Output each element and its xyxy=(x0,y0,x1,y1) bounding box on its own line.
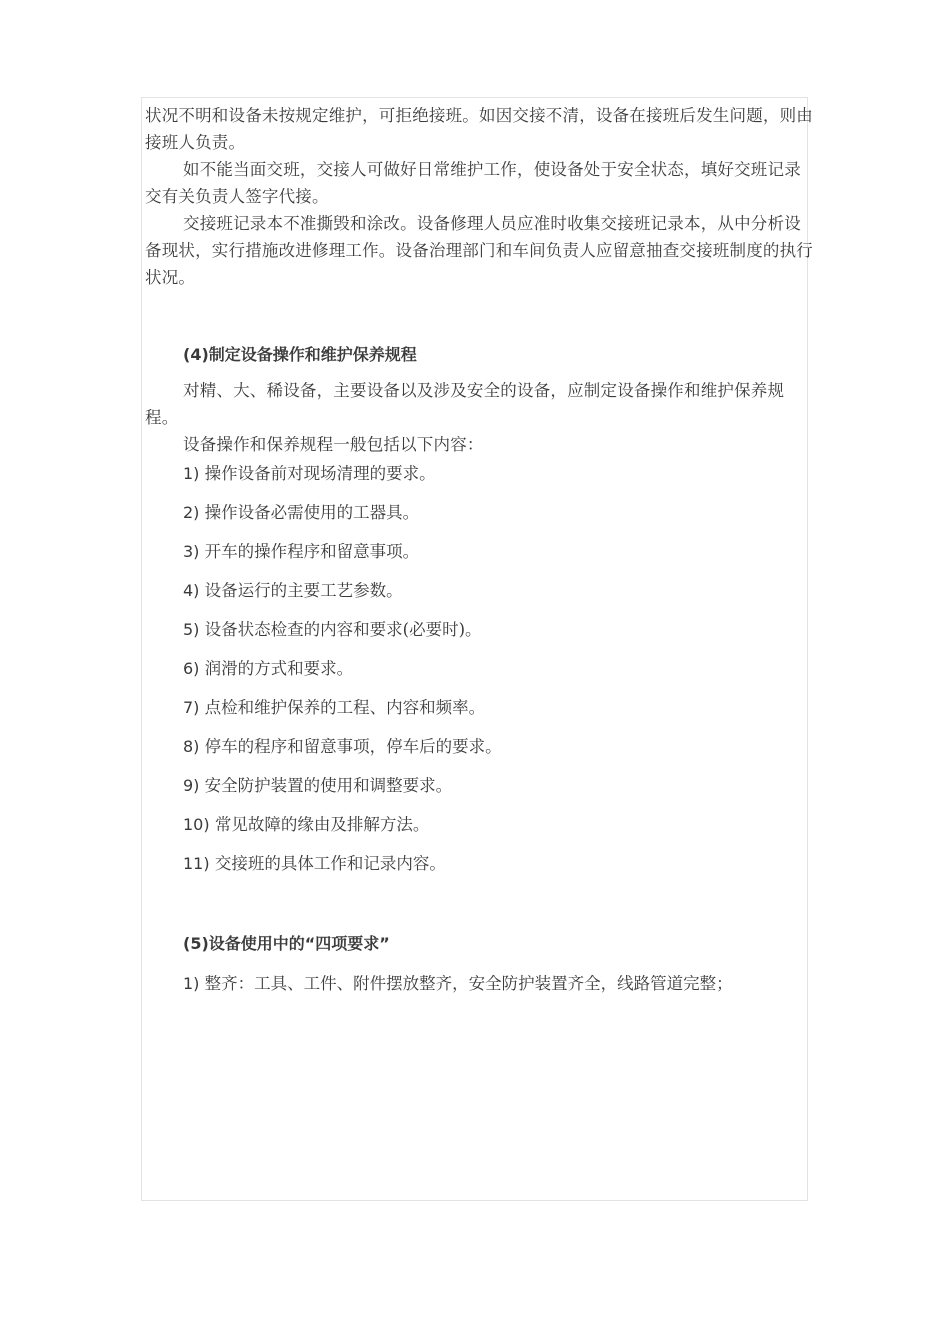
section-4-paragraph-1: 对精、大、稀设备，主要设备以及涉及安全的设备，应制定设备操作和维护保养规程。 xyxy=(145,381,785,427)
list-item: 6) 润滑的方式和要求。 xyxy=(183,659,354,678)
list-item: 8) 停车的程序和留意事项，停车后的要求。 xyxy=(183,737,502,756)
list-item: 11) 交接班的具体工作和记录内容。 xyxy=(183,854,446,873)
list-item: 1) 操作设备前对现场清理的要求。 xyxy=(183,464,436,483)
list-item: 4) 设备运行的主要工艺参数。 xyxy=(183,581,403,600)
intro-paragraph-1: 状况不明和设备未按规定维护，可拒绝接班。如因交接不清，设备在接班后发生问题，则由接班人负责。 xyxy=(145,106,813,152)
section-5-heading: (5)设备使用中的“四项要求” xyxy=(183,934,390,953)
list-item: 9) 安全防护装置的使用和调整要求。 xyxy=(183,776,453,795)
section-4-heading: (4)制定设备操作和维护保养规程 xyxy=(183,345,417,364)
intro-paragraph-2: 如不能当面交班，交接人可做好日常维护工作，使设备处于安全状态，填好交班记录交有关负责人签字代接。 xyxy=(145,160,801,206)
list-item: 10) 常见故障的缘由及排解方法。 xyxy=(183,815,430,834)
intro-paragraph-3: 交接班记录本不准撕毁和涂改。设备修理人员应准时收集交接班记录本，从中分析设备现状，实行措施改进修理工作。设备治理部门和车间负责人应留意抽查交接班制度的执行状况。 xyxy=(145,214,813,287)
list-item: 7) 点检和维护保养的工程、内容和频率。 xyxy=(183,698,486,717)
section-4-paragraph-2: 设备操作和保养规程一般包括以下内容： xyxy=(183,435,484,454)
document-body xyxy=(145,102,813,996)
list-item: 3) 开车的操作程序和留意事项。 xyxy=(183,542,420,561)
list-item: 2) 操作设备必需使用的工器具。 xyxy=(183,503,420,522)
list-item: 5) 设备状态检查的内容和要求(必要时)。 xyxy=(183,620,482,639)
list-item: 1) 整齐：工具、工件、附件摆放整齐，安全防护装置齐全，线路管道完整； xyxy=(183,974,733,993)
